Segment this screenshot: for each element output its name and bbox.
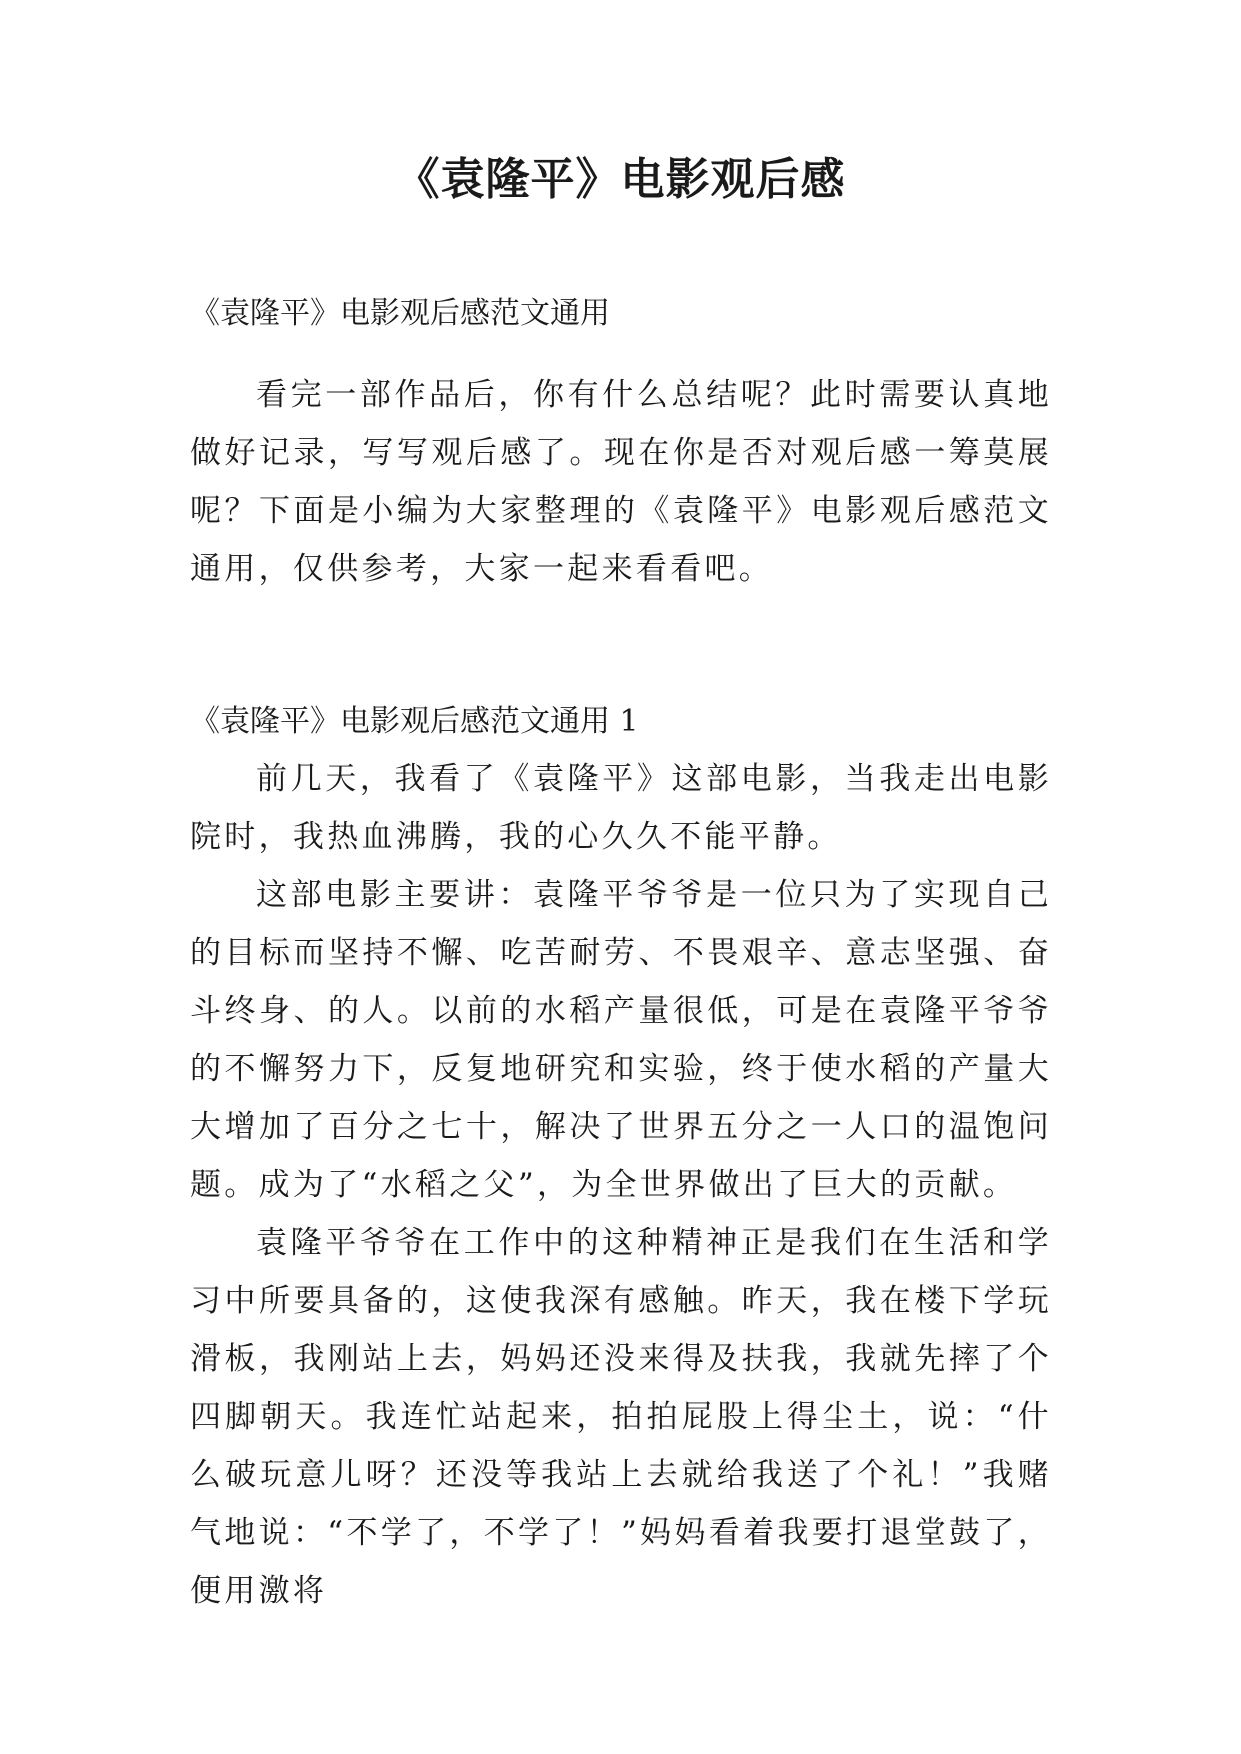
intro-block (190, 366, 1052, 598)
document-subtitle: 《袁隆平》电影观后感范文通用 (190, 296, 610, 331)
section-heading: 《袁隆平》电影观后感范文通用 1 (190, 704, 639, 739)
body-paragraph: 这部电影主要讲：袁隆平爷爷是一位只为了实现自己的目标而坚持不懈、吃苦耐劳、不畏艰辛、意志坚强、奋斗终身、的人。以前的水稻产量很低，可是在袁隆平爷爷的不懈努力下，反复地研究和实验，终于使水稻的产量大大增加了百分之七十，解决了世界五分之一人口的温饱问题。成为了“水稻之父”，为全世界做出了巨大的贡献。 (190, 877, 1052, 1203)
article-body (190, 750, 1052, 1620)
document-title: 《袁隆平》电影观后感 (395, 154, 846, 205)
body-paragraph: 袁隆平爷爷在工作中的这种精神正是我们在生活和学习中所要具备的，这使我深有感触。昨天，我在楼下学玩滑板，我刚站上去，妈妈还没来得及扶我，我就先摔了个四脚朝天。我连忙站起来，拍拍屁股上得尘土，说：“什么破玩意儿呀？还没等我站上去就给我送了个礼！”我赌气地说：“不学了，不学了！”妈妈看着我要打退堂鼓了，便用激将 (190, 1225, 1052, 1609)
body-paragraph: 前几天，我看了《袁隆平》这部电影，当我走出电影院时，我热血沸腾，我的心久久不能平静。 (190, 761, 1052, 855)
intro-paragraph: 看完一部作品后，你有什么总结呢？此时需要认真地做好记录，写写观后感了。现在你是否对观后感一筹莫展呢？下面是小编为大家整理的《袁隆平》电影观后感范文通用，仅供参考，大家一起来看看吧。 (190, 377, 1052, 587)
